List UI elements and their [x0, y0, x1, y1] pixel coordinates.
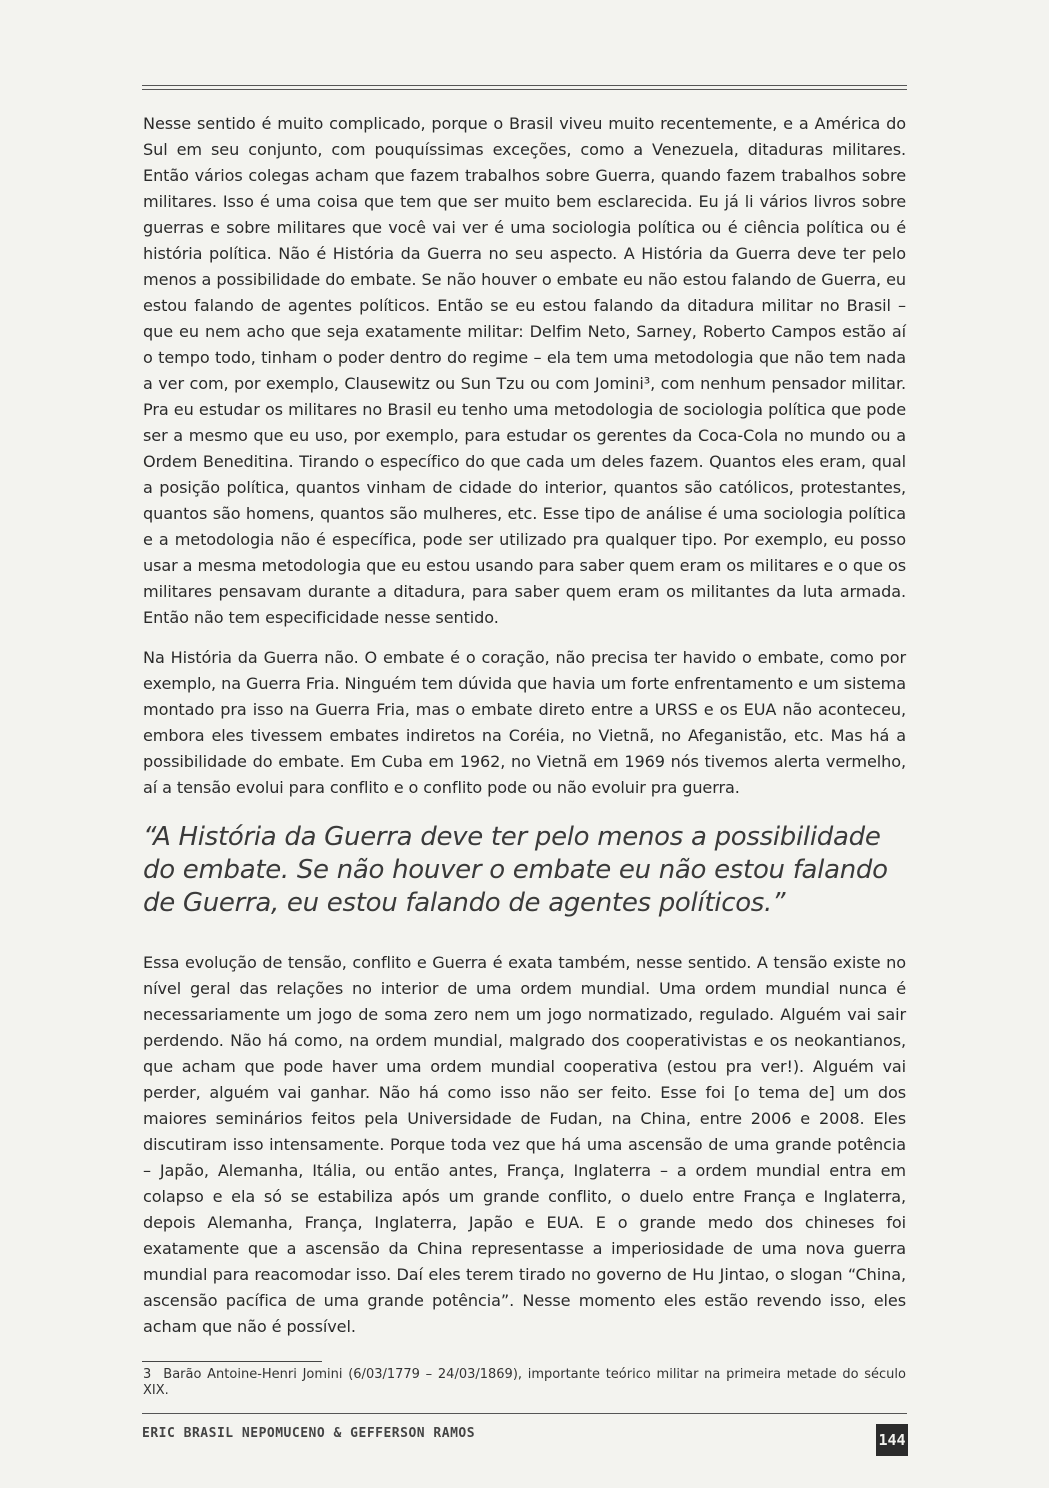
- article-body: [143, 111, 906, 1354]
- footer-rule: [142, 1413, 907, 1414]
- footnote-rule: [142, 1361, 322, 1362]
- paragraph-1: Nesse sentido é muito complicado, porque o Brasil viveu muito recentemente, e a América do Sul em seu conjunto, com pouquíssimas exceções, como a Venezuela, ditaduras militares. Então vários colegas acham que fazem trabalhos sobre Guerra, quando fazem trabalhos sobre militares. Isso é uma coisa que tem que ser muito bem esclarecida. Eu já li vários livros sobre guerras e sobre militares que você vai ver é uma sociologia política ou é ciência política ou é história política. Não é História da Guerra no seu aspecto. A História da Guerra deve ter pelo menos a possibilidade do embate. Se não houver o embate eu não estou falando de Guerra, eu estou falando de agentes políticos. Então se eu estou falando da ditadura militar no Brasil – que eu nem acho que seja exatamente militar: Delfim Neto, Sarney, Roberto Campos estão aí o tempo todo, tinham o poder dentro do regime – ela tem uma metodologia que não tem nada a ver com, por exemplo, Clausewitz ou Sun Tzu ou com Jomini³, com nenhum pensador militar. Pra eu estudar os militares no Brasil eu tenho uma metodologia de sociologia política que pode ser a mesmo que eu uso, por exemplo, para estudar os gerentes da Coca-Cola no mundo ou a Ordem Beneditina. Tirando o específico do que cada um deles fazem. Quantos eles eram, qual a posição política, quantos vinham de cidade do interior, quantos são católicos, protestantes, quantos são homens, quantos são mulheres, etc. Esse tipo de análise é uma sociologia política e a metodologia não é específica, pode ser utilizado pra qualquer tipo. Por exemplo, eu posso usar a mesma metodologia que eu estou usando para saber quem eram os militares e o que os militares pensavam durante a ditadura, para saber quem eram os militantes da luta armada. Então não tem especificidade nesse sentido.: [143, 114, 906, 627]
- page-number-badge: 144: [876, 1424, 908, 1456]
- header-rule: [142, 85, 907, 90]
- footer-author: ERIC BRASIL NEPOMUCENO & GEFFERSON RAMOS: [142, 1426, 476, 1441]
- pull-quote: “A História da Guerra deve ter pelo menos a possibilidade do embate. Se não houver o embate eu não estou falando de Guerra, eu estou falando de agentes políticos.”: [143, 822, 888, 918]
- paragraph-2: Na História da Guerra não. O embate é o coração, não precisa ter havido o embate, como por exemplo, na Guerra Fria. Ninguém tem dúvida que havia um forte enfrentamento e um sistema montado pra isso na Guerra Fria, mas o embate direto entre a URSS e os EUA não aconteceu, embora eles tivessem embates indiretos na Coréia, no Vietnã, no Afeganistão, etc. Mas há a possibilidade do embate. Em Cuba em 1962, no Vietnã em 1969 nós tivemos alerta vermelho, aí a tensão evolui para conflito e o conflito pode ou não evoluir pra guerra.: [143, 648, 906, 797]
- footnote: [143, 1367, 906, 1399]
- paragraph-3: Essa evolução de tensão, conflito e Guerra é exata também, nesse sentido. A tensão existe no nível geral das relações no interior de uma ordem mundial. Uma ordem mundial nunca é necessariamente um jogo de soma zero nem um jogo normatizado, regulado. Alguém vai sair perdendo. Não há como, na ordem mundial, malgrado dos cooperativistas e os neokantianos, que acham que pode haver uma ordem mundial cooperativa (estou pra ver!). Alguém vai perder, alguém vai ganhar. Não há como isso não ser feito. Esse foi [o tema de] um dos maiores seminários feitos pela Universidade de Fudan, na China, entre 2006 e 2008. Eles discutiram isso intensamente. Porque toda vez que há uma ascensão de uma grande potência – Japão, Alemanha, Itália, ou então antes, França, Inglaterra – a ordem mundial entra em colapso e ela só se estabiliza após um grande conflito, o duelo entre França e Inglaterra, depois Alemanha, França, Inglaterra, Japão e EUA. E o grande medo dos chineses foi exatamente que a ascensão da China representasse a imperiosidade de uma nova guerra mundial para reacomodar isso. Daí eles terem tirado no governo de Hu Jintao, o slogan “China, ascensão pacífica de uma grande potência”. Nesse momento eles estão revendo isso, eles acham que não é possível.: [143, 953, 906, 1336]
- footnote-number: 3: [143, 1367, 152, 1382]
- footnote-text: Barão Antoine-Henri Jomini (6/03/1779 – 24/03/1869), importante teórico militar na primeira metade do século XIX.: [143, 1367, 906, 1398]
